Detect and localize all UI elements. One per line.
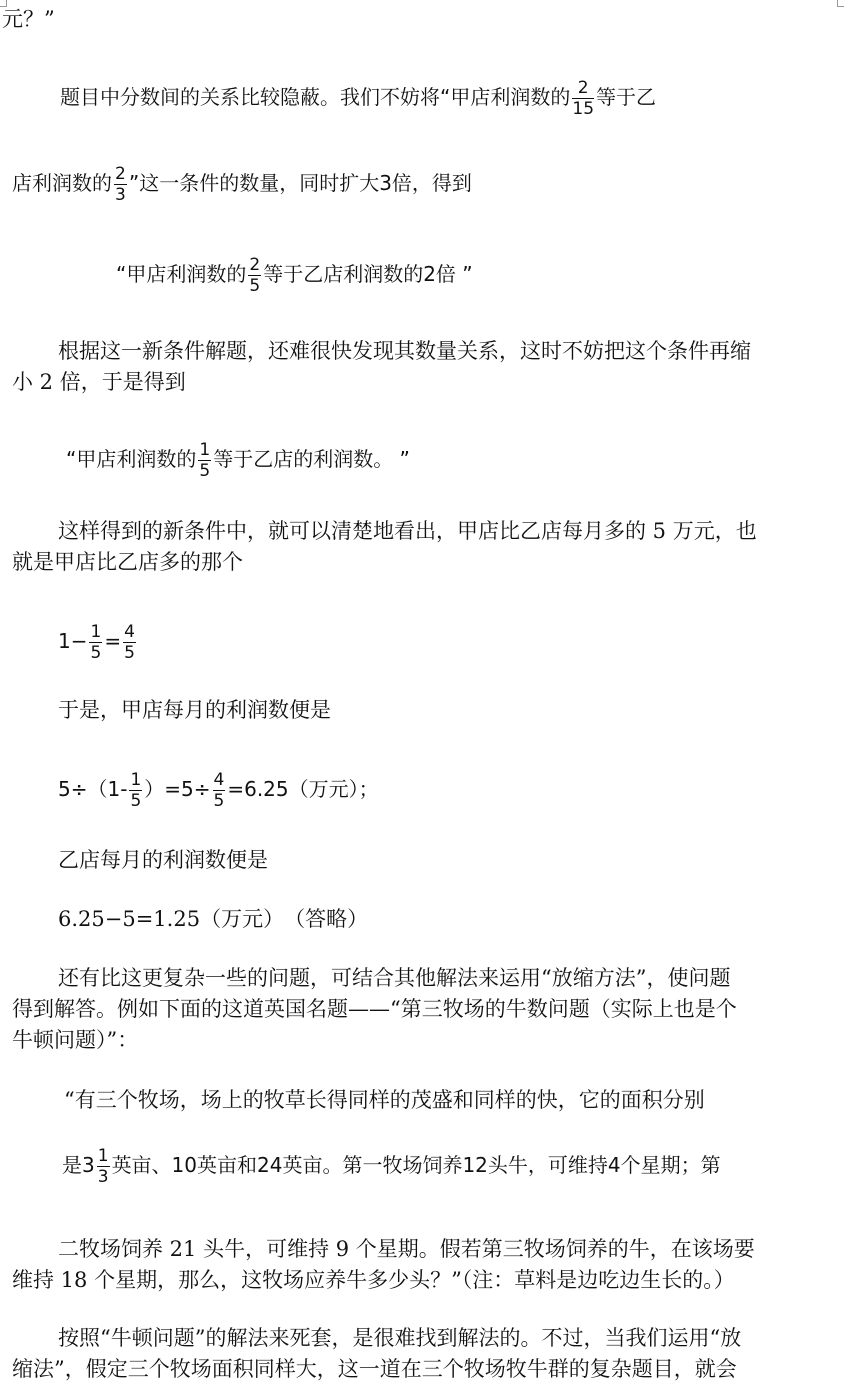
fraction-4-5 [213,770,226,811]
text: “甲店利润数的 [66,447,197,471]
denominator: 5 [199,461,211,481]
paragraph-9-line-2: 维持 18 个星期，那么，这牧场应养牛多少头？”（注：草料是边吃边生长的。） [12,1268,735,1292]
numerator: 2 [249,255,261,275]
paragraph-7-line-2: 得到解答。例如下面的这道英国名题——“第三牧场的牛数问题（实际上也是个 [12,997,737,1021]
text: 是3 [62,1153,95,1177]
fraction-2-15 [572,78,594,119]
paragraph-5: 乙店每月的利润数便是 [58,848,268,872]
quote-1 [116,255,473,296]
paragraph-7-line-3: 牛顿问题）”： [12,1028,139,1052]
numerator: 4 [213,770,225,790]
numerator: 2 [572,78,594,99]
denominator: 3 [97,1167,109,1187]
paragraph-2-line-1: 根据这一新条件解题，还难很快发现其数量关系，这时不妨把这个条件再缩 [58,339,751,363]
numerator: 1 [130,770,142,790]
paragraph-2-line-2: 小 2 倍，于是得到 [12,370,186,394]
fraction-1-5 [129,770,142,811]
text: 等于乙店的利润数。 ” [213,447,410,471]
numerator: 2 [115,164,126,184]
text: 等于乙店利润数的2倍 ” [263,262,473,286]
text: ）=5÷ [144,777,211,801]
text: 等于乙 [596,85,657,109]
equals-sign: = [104,629,122,653]
paragraph-10-line-1: 按照“牛顿问题”的解法来死套，是很难找到解法的。不过，当我们运用“放 [58,1326,742,1350]
fraction-1-5 [89,622,102,663]
paragraph-3-line-1: 这样得到的新条件中，就可以清楚地看出，甲店比乙店每月多的 5 万元，也 [58,519,757,543]
quote-3-line-1: “有三个牧场，场上的牧草长得同样的茂盛和同样的快，它的面积分别 [64,1088,705,1112]
denominator: 5 [124,643,135,663]
denominator: 5 [130,791,142,811]
fraction-1-5 [198,440,211,481]
text: “甲店利润数的 [116,262,247,286]
corner-mark-top-right [837,0,844,7]
equation-1 [58,622,138,663]
denominator: 3 [115,185,126,205]
text: 5÷（1- [58,777,128,801]
paragraph-9-line-1: 二牧场饲养 21 头牛，可维持 9 个星期。假若第三牧场饲养的牛，在该场要 [58,1237,755,1261]
text: 英亩、10英亩和24英亩。第一牧场饲养12头牛，可维持4个星期；第 [111,1153,721,1177]
denominator: 5 [90,643,102,663]
line-ending-prev: 元？” [2,7,55,31]
corner-mark-top-left [0,0,7,7]
numerator: 1 [97,1146,109,1166]
numerator: 1 [199,440,211,460]
paragraph-7-line-1: 还有比这更复杂一些的问题，可结合其他解法来运用“放缩方法”，使问题 [58,966,731,990]
text: 1− [58,629,88,653]
denominator: 5 [249,276,261,296]
fraction-4-5 [123,622,136,663]
fraction-1-3 [97,1146,110,1187]
denominator: 15 [572,99,595,119]
text: 店利润数的 [12,171,112,195]
quote-3-line-2 [62,1146,721,1187]
paragraph-1-line-1 [60,78,656,119]
denominator: 5 [213,791,225,811]
paragraph-3-line-2: 就是甲店比乙店多的那个 [12,550,243,574]
text: =6.25（万元）； [227,777,379,801]
fraction-2-3 [114,164,127,205]
text: 题目中分数间的关系比较隐蔽。我们不妨将“甲店利润数的 [60,85,571,109]
paragraph-6: 6.25−5=1.25（万元） （答略） [58,907,369,931]
numerator: 1 [90,622,102,642]
equation-2 [58,770,379,811]
paragraph-10-line-2: 缩法”，假定三个牧场面积同样大，这一道在三个牧场牧牛群的复杂题目，就会 [12,1357,737,1381]
numerator: 4 [124,622,135,642]
fraction-2-5 [248,255,261,296]
quote-2 [66,440,410,481]
paragraph-4: 于是，甲店每月的利润数便是 [58,698,331,722]
text: ”这一条件的数量，同时扩大3倍，得到 [128,171,472,195]
paragraph-1-line-2 [12,164,472,205]
